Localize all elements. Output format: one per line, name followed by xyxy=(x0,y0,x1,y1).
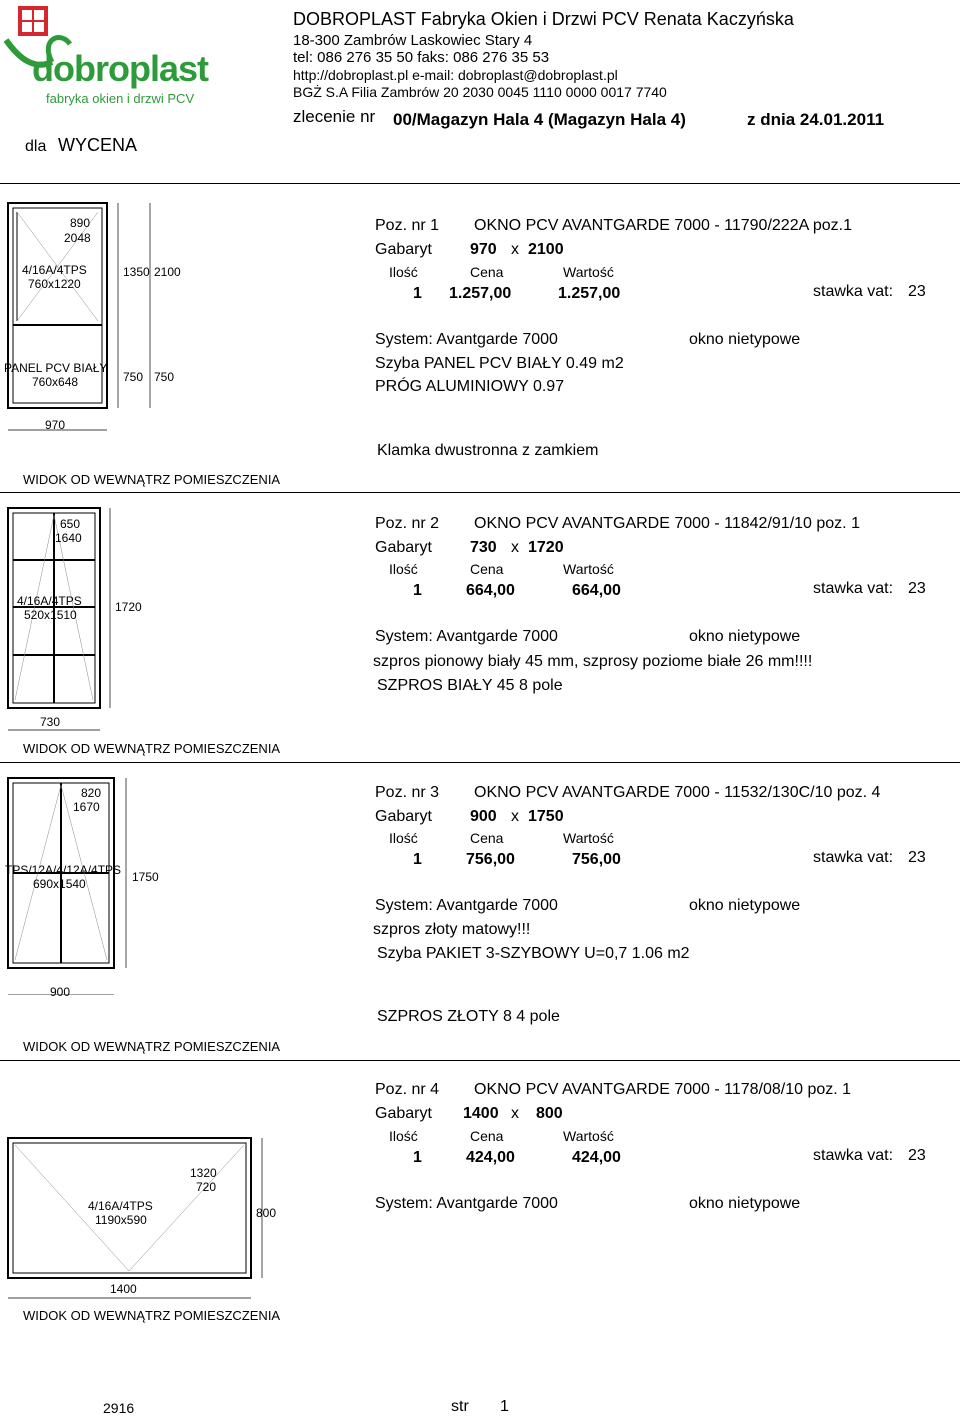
p1-view: WIDOK OD WEWNĄTRZ POMIESZCZENIA xyxy=(23,472,281,487)
header-divider xyxy=(0,183,960,184)
p3-ilosc-label: Ilość xyxy=(389,830,418,846)
p1-dim-a: 1350 xyxy=(123,265,150,279)
p1-gab-label: Gabaryt xyxy=(375,241,432,258)
p4-name: OKNO PCV AVANTGARDE 7000 - 1178/08/10 poz. 1 xyxy=(474,1081,852,1098)
divider-2 xyxy=(0,762,960,763)
p2-ilosc: 1 xyxy=(413,582,422,599)
p1-glass-size: 760x1220 xyxy=(28,277,81,291)
p2-vat: 23 xyxy=(908,580,926,597)
p1-cena-label: Cena xyxy=(470,264,504,280)
p4-dim-a: 800 xyxy=(256,1206,277,1220)
p3-width: 900 xyxy=(50,985,71,999)
p1-top-dim: 890 xyxy=(70,216,91,230)
p4-width: 1400 xyxy=(110,1282,137,1296)
p4-gab-h: 800 xyxy=(536,1105,563,1122)
company-line-2: 18-300 Zambrów Laskowiec Stary 4 xyxy=(293,32,533,49)
p4-typ: okno nietypowe xyxy=(689,1195,801,1212)
dla-label: dla xyxy=(25,138,47,155)
p2-ilosc-label: Ilość xyxy=(389,561,418,577)
p1-wartosc: 1.257,00 xyxy=(558,285,621,302)
p4-ilosc-label: Ilość xyxy=(389,1128,418,1144)
p1-system: System: Avantgarde 7000 xyxy=(375,331,558,348)
p4-top-dim-2: 720 xyxy=(196,1180,217,1194)
p1-name: OKNO PCV AVANTGARDE 7000 - 11790/222A poz.1 xyxy=(474,217,852,234)
p2-poz: Poz. nr 2 xyxy=(375,515,440,532)
p2-wartosc: 664,00 xyxy=(572,582,621,599)
p2-dim-a: 1720 xyxy=(115,600,142,614)
p3-wartosc-label: Wartość xyxy=(563,830,614,846)
p1-gab-h: 2100 xyxy=(528,241,564,258)
p4-cena: 424,00 xyxy=(466,1149,515,1166)
p3-view: WIDOK OD WEWNĄTRZ POMIESZCZENIA xyxy=(23,1039,281,1054)
p4-glass-size: 1190x590 xyxy=(95,1213,147,1227)
order-date: z dnia 24.01.2011 xyxy=(747,110,885,129)
divider-1 xyxy=(0,492,960,493)
p2-top-dim: 650 xyxy=(60,517,81,531)
p1-gab-x: x xyxy=(511,241,519,258)
p1-wartosc-label: Wartość xyxy=(563,264,614,280)
p4-ilosc: 1 xyxy=(413,1149,422,1166)
p3-dim-a: 1750 xyxy=(132,870,159,884)
company-line-3: tel: 086 276 35 50 faks: 086 276 35 53 xyxy=(293,49,550,66)
p3-gab-label: Gabaryt xyxy=(375,808,432,825)
divider-3 xyxy=(0,1060,960,1061)
p1-width: 970 xyxy=(45,418,66,432)
p2-top-dim-2: 1640 xyxy=(55,531,82,545)
p3-cena: 756,00 xyxy=(466,851,515,868)
p4-system: System: Avantgarde 7000 xyxy=(375,1195,558,1212)
p1-panel: PANEL PCV BIAŁY xyxy=(4,361,108,375)
company-line-1: DOBROPLAST Fabryka Okien i Drzwi PCV Renata Kaczyńska xyxy=(293,9,794,29)
p3-top-dim: 820 xyxy=(81,786,102,800)
p1-poz: Poz. nr 1 xyxy=(375,217,440,234)
p3-ilosc: 1 xyxy=(413,851,422,868)
order-label: zlecenie nr xyxy=(293,107,376,126)
p3-vat: 23 xyxy=(908,849,926,866)
p2-cena-label: Cena xyxy=(470,561,504,577)
p2-glass-size: 520x1510 xyxy=(24,608,77,622)
p3-system: System: Avantgarde 7000 xyxy=(375,897,558,914)
dla-value: WYCENA xyxy=(58,135,138,155)
company-line-4: http://dobroplast.pl e-mail: dobroplast@dobroplast.pl xyxy=(293,67,618,83)
p1-vat-label: stawka vat: xyxy=(813,283,894,300)
p1-vat: 23 xyxy=(908,283,926,300)
footer-page-number: 1 xyxy=(500,1398,509,1415)
p2-width: 730 xyxy=(40,715,61,729)
p1-note-1: Szyba PANEL PCV BIAŁY 0.49 m2 xyxy=(375,355,624,372)
footer-code: 2916 xyxy=(103,1400,135,1416)
p2-gab-h: 1720 xyxy=(528,539,564,556)
p2-view: WIDOK OD WEWNĄTRZ POMIESZCZENIA xyxy=(23,741,281,756)
p3-gab-w: 900 xyxy=(470,808,497,825)
p2-gab-label: Gabaryt xyxy=(375,539,432,556)
footer-page-label: str xyxy=(451,1398,469,1415)
p2-glass: 4/16A/4TPS xyxy=(17,594,82,608)
p1-glass: 4/16A/4TPS xyxy=(22,263,87,277)
p3-note-3: SZPROS ZŁOTY 8 4 pole xyxy=(377,1008,560,1025)
p4-wartosc-label: Wartość xyxy=(563,1128,614,1144)
p4-poz: Poz. nr 4 xyxy=(375,1081,440,1098)
p3-gab-h: 1750 xyxy=(528,808,564,825)
p4-glass: 4/16A/4TPS xyxy=(88,1199,153,1213)
p4-view: WIDOK OD WEWNĄTRZ POMIESZCZENIA xyxy=(23,1308,281,1323)
p1-note-2: PRÓG ALUMINIOWY 0.97 xyxy=(375,378,565,395)
order-number: 00/Magazyn Hala 4 (Magazyn Hala 4) xyxy=(393,110,686,129)
p2-gab-x: x xyxy=(511,539,519,556)
drawing-poz-4 xyxy=(0,1130,300,1305)
p3-note-1: szpros złoty matowy!!! xyxy=(373,921,531,938)
p4-cena-label: Cena xyxy=(470,1128,504,1144)
p2-note-2: SZPROS BIAŁY 45 8 pole xyxy=(377,677,563,694)
p4-vat: 23 xyxy=(908,1147,926,1164)
p1-dim-b: 2100 xyxy=(154,265,181,279)
p2-gab-w: 730 xyxy=(470,539,497,556)
p3-typ: okno nietypowe xyxy=(689,897,801,914)
p3-name: OKNO PCV AVANTGARDE 7000 - 11532/130C/10 poz. 4 xyxy=(474,784,881,801)
p3-vat-label: stawka vat: xyxy=(813,849,894,866)
p3-gab-x: x xyxy=(511,808,519,825)
p3-cena-label: Cena xyxy=(470,830,504,846)
p2-typ: okno nietypowe xyxy=(689,628,801,645)
p4-gab-label: Gabaryt xyxy=(375,1105,432,1122)
p1-dim-d: 750 xyxy=(154,370,175,384)
company-line-5: BGŻ S.A Filia Zambrów 20 2030 0045 1110 0000 0017 7740 xyxy=(293,84,667,100)
p2-cena: 664,00 xyxy=(466,582,515,599)
p1-ilosc: 1 xyxy=(413,285,422,302)
p3-wartosc: 756,00 xyxy=(572,851,621,868)
p1-gab-w: 970 xyxy=(470,241,497,258)
p3-poz: Poz. nr 3 xyxy=(375,784,440,801)
p3-glass-size: 690x1540 xyxy=(33,877,86,891)
drawing-poz-1 xyxy=(0,195,300,445)
p1-cena: 1.257,00 xyxy=(449,285,512,302)
p1-top-dim-2: 2048 xyxy=(64,231,91,245)
p1-typ: okno nietypowe xyxy=(689,331,801,348)
logo-tagline: fabryka okien i drzwi PCV xyxy=(46,91,195,106)
p4-vat-label: stawka vat: xyxy=(813,1147,894,1164)
p1-dim-c: 750 xyxy=(123,370,144,384)
p3-glass: TPS/12A/4/12A/4TPS xyxy=(5,863,122,877)
p1-panel-size: 760x648 xyxy=(32,375,79,389)
p2-wartosc-label: Wartość xyxy=(563,561,614,577)
logo-word: dobroplast xyxy=(32,48,208,89)
p3-note-2: Szyba PAKIET 3-SZYBOWY U=0,7 1.06 m2 xyxy=(377,945,690,962)
p4-gab-x: x xyxy=(511,1105,519,1122)
logo xyxy=(0,0,235,115)
p3-top-dim-2: 1670 xyxy=(73,800,100,814)
p1-note-3: Klamka dwustronna z zamkiem xyxy=(377,442,599,459)
p4-wartosc: 424,00 xyxy=(572,1149,621,1166)
p4-top-dim: 1320 xyxy=(190,1166,217,1180)
p2-note-1: szpros pionowy biały 45 mm, szprosy poziome białe 26 mm!!!! xyxy=(373,653,813,670)
p2-vat-label: stawka vat: xyxy=(813,580,894,597)
p4-gab-w: 1400 xyxy=(463,1105,499,1122)
p1-ilosc-label: Ilość xyxy=(389,264,418,280)
p2-name: OKNO PCV AVANTGARDE 7000 - 11842/91/10 poz. 1 xyxy=(474,515,860,532)
p2-system: System: Avantgarde 7000 xyxy=(375,628,558,645)
